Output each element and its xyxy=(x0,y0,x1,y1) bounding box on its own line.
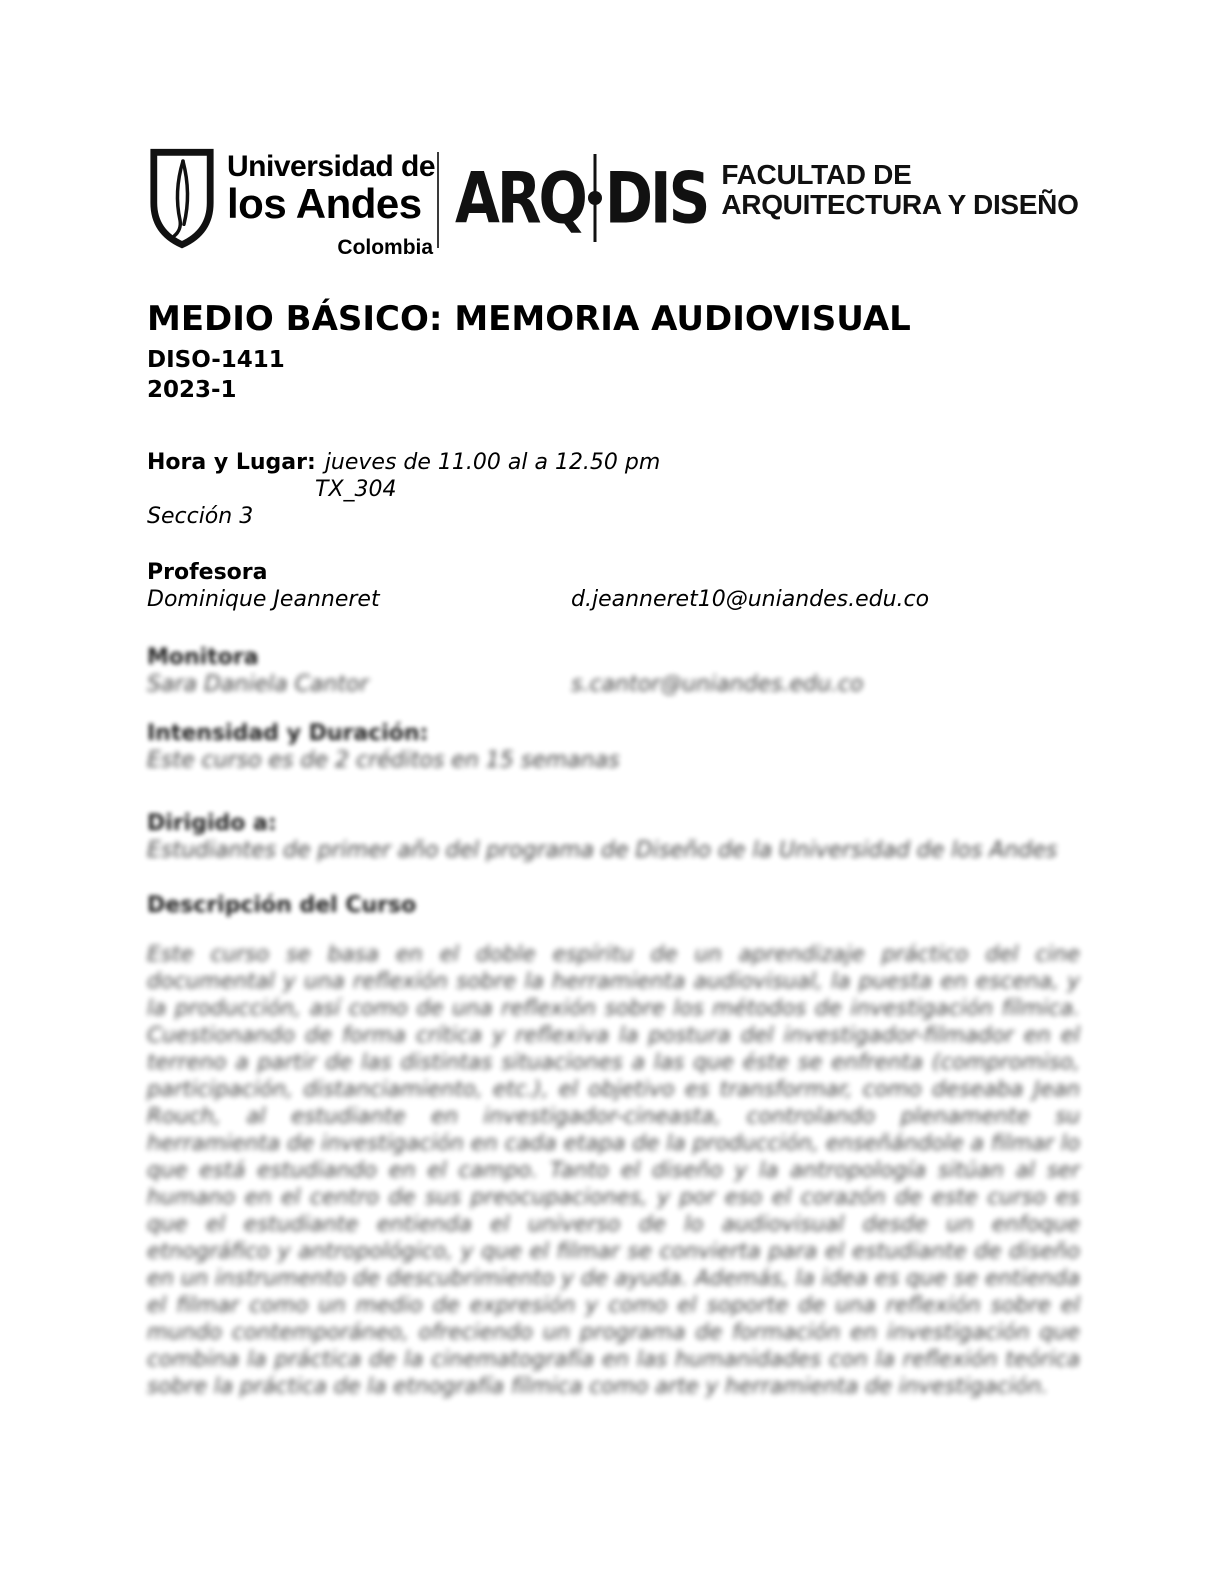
monitor-label: Monitora xyxy=(147,645,259,671)
uniandes-wordmark xyxy=(227,148,435,260)
description-section xyxy=(147,892,1080,1400)
schedule-room: TX_304 xyxy=(315,477,397,503)
audience-text: Estudiantes de primer año del programa de Diseño de la Universidad de los Andes xyxy=(147,838,1058,864)
monitor-name: Sara Daniela Cantor xyxy=(147,672,369,698)
faculty-line2: ARQUITECTURA Y DISEÑO xyxy=(721,188,1079,220)
course-term: 2023-1 xyxy=(147,377,237,404)
uniandes-country-label: Colombia xyxy=(337,235,434,259)
intensity-text: Este curso es de 2 créditos en 15 semanas xyxy=(147,748,620,774)
professor-label: Profesora xyxy=(147,560,268,586)
document-header xyxy=(147,148,1080,258)
intensity-label: Intensidad y Duración: xyxy=(147,721,429,747)
uniandes-wordmark-line2: los Andes xyxy=(227,179,422,227)
uniandes-shield-flame-icon xyxy=(147,148,217,250)
monitor-email: s.cantor@uniandes.edu.co xyxy=(571,672,864,698)
schedule-section xyxy=(147,449,1080,530)
uniandes-logo xyxy=(147,148,436,260)
course-title: MEDIO BÁSICO: MEMORIA AUDIOVISUAL xyxy=(147,299,911,339)
page-content xyxy=(147,148,1080,1422)
monitor-section xyxy=(147,644,1080,698)
schedule-label: Hora y Lugar: xyxy=(147,450,316,476)
professor-email: d.jeanneret10@uniandes.edu.co xyxy=(571,587,930,613)
intensity-section xyxy=(147,720,1080,774)
description-label: Descripción del Curso xyxy=(147,893,417,919)
monitor-row xyxy=(147,671,1080,698)
professor-name: Dominique Jeanneret xyxy=(147,587,380,613)
course-code: DISO-1411 xyxy=(147,347,285,374)
audience-label: Dirigido a: xyxy=(147,811,277,837)
arqdis-bar-dot-icon xyxy=(587,154,603,242)
arqdis-logo xyxy=(455,148,707,248)
professor-row xyxy=(147,586,1080,613)
uniandes-wordmark-line1: Universidad de xyxy=(227,150,436,183)
schedule-time: jueves de 11.00 al a 12.50 pm xyxy=(324,450,661,476)
faculty-name xyxy=(721,160,1078,219)
schedule-line xyxy=(147,449,1080,476)
arqdis-dis-text: DIS xyxy=(604,156,708,240)
header-divider xyxy=(437,152,439,248)
professor-section xyxy=(147,559,1080,613)
description-paragraph: Este curso se basa en el doble espíritu de un aprendizaje práctico del cine documental y una reflexión sobre la herramienta audiovisual, la puesta en escena, y la producción, así como de una reflexión sobre los métodos de investigación fílmica. Cuestionando de forma crítica y reflexiva la postura del investigador-filmador en el terreno a partir de las distintas situaciones a las que éste se enfrenta (compromiso, participación, distanciamiento, etc.), el objetivo es transformar, como deseaba Jean Rouch, al estudiante en investigador-cineasta, controlando plenamente su herramienta de investigación en cada etapa de la producción, enseñándole a filmar lo que está estudiando en el campo. Tanto el diseño y la antropología sitúan al ser humano en el centro de sus preocupaciones, y por eso el corazón de este curso es que el estudiante entienda el universo de lo audiovisual desde un enfoque etnográfico y antropológico, y que el filmar se convierta para el estudiante de diseño en un instrumento de descubrimiento y de ayuda. Además, la idea es que se entienda el filmar como un medio de expresión y como el soporte de una reflexión sobre el mundo contemporáneo, ofreciendo un programa de formación en investigación que combina la práctica de la cinematografía en las humanidades con la reflexión teórica sobre la práctica de la etnografía fílmica como arte y herramienta de investigación. xyxy=(147,942,1080,1400)
course-title-block xyxy=(147,300,1080,405)
arqdis-arq-text: ARQ xyxy=(455,156,585,240)
faculty-line1: FACULTAD DE xyxy=(721,159,912,190)
schedule-section-number: Sección 3 xyxy=(147,504,254,530)
audience-section xyxy=(147,810,1080,864)
